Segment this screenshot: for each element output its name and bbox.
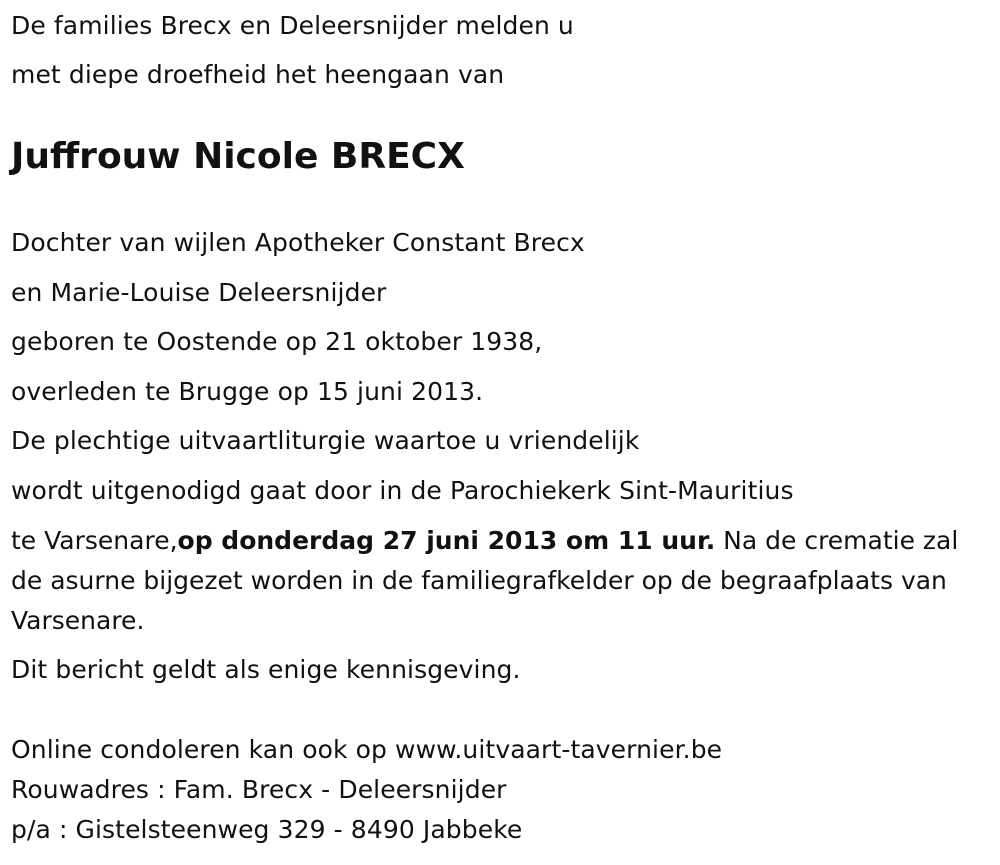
details-line-3: geboren te Oostende op 21 oktober 1938, [11, 327, 543, 356]
details-line-5: De plechtige uitvaartliturgie waartoe u vriendelijk [11, 426, 640, 455]
intro-line-1: De families Brecx en Deleersnijder melden u [11, 11, 574, 40]
details-line-1: Dochter van wijlen Apotheker Constant Brecx [11, 228, 585, 257]
address: p/a : Gistelsteenweg 329 - 8490 Jabbeke [11, 815, 523, 844]
address-label: Rouwadres : Fam. Brecx - Deleersnijder [11, 775, 507, 804]
intro-line-2: met diepe droefheid het heengaan van [11, 60, 505, 89]
service-suffix: Na de crematie zal de asurne bijgezet worden in de familiegrafkelder op de begraafplaats van Varsenare. [11, 526, 959, 635]
service-date: op donderdag 27 juni 2013 om 11 uur. [177, 526, 716, 555]
notice-line: Dit bericht geldt als enige kennisgeving. [11, 655, 521, 684]
details-line-6: wordt uitgenodigd gaat door in de Parochiekerk Sint-Mauritius [11, 476, 794, 505]
service-prefix: te Varsenare, [11, 526, 178, 555]
deceased-name: Juffrouw Nicole BRECX [11, 136, 465, 177]
online-condolence: Online condoleren kan ook op www.uitvaart-tavernier.be [11, 735, 723, 764]
service-paragraph [11, 521, 981, 641]
details-line-2: en Marie-Louise Deleersnijder [11, 278, 387, 307]
details-line-4: overleden te Brugge op 15 juni 2013. [11, 377, 484, 406]
